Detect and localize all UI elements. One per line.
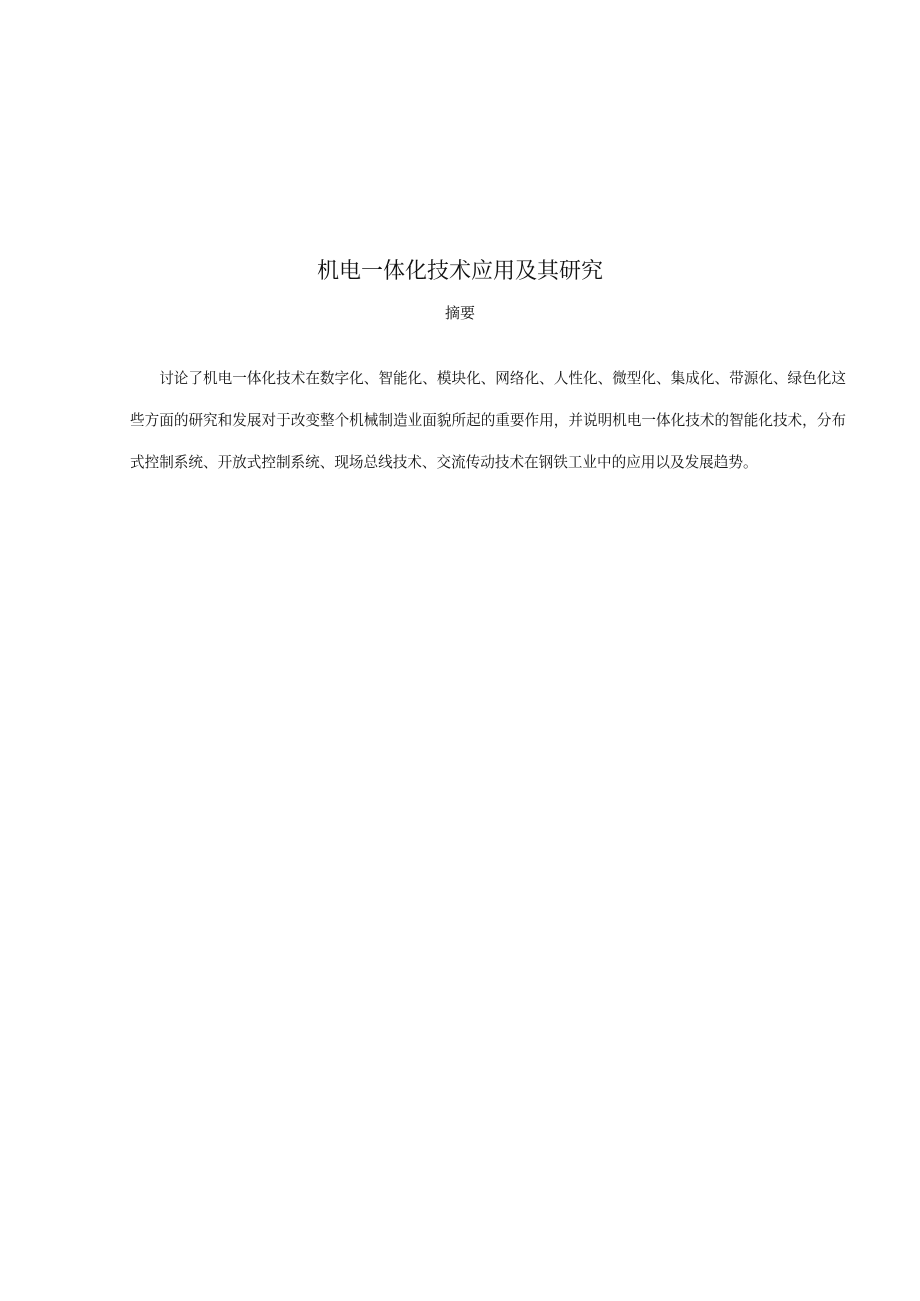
abstract-paragraph: 讨论了机电一体化技术在数字化、智能化、模块化、网络化、人性化、微型化、集成化、带源化、绿色化这些方面的研究和发展对于改变整个机械制造业面貌所起的重要作用，并说明机电一体化技术的智能化技术，分布式控制系统、开放式控制系统、现场总线技术、交流传动技术在钢铁工业中的应用以及发展趋势。 (130, 370, 846, 471)
abstract-heading: 摘要 (444, 304, 475, 322)
document-title: 机电一体化技术应用及其研究 (316, 259, 603, 284)
